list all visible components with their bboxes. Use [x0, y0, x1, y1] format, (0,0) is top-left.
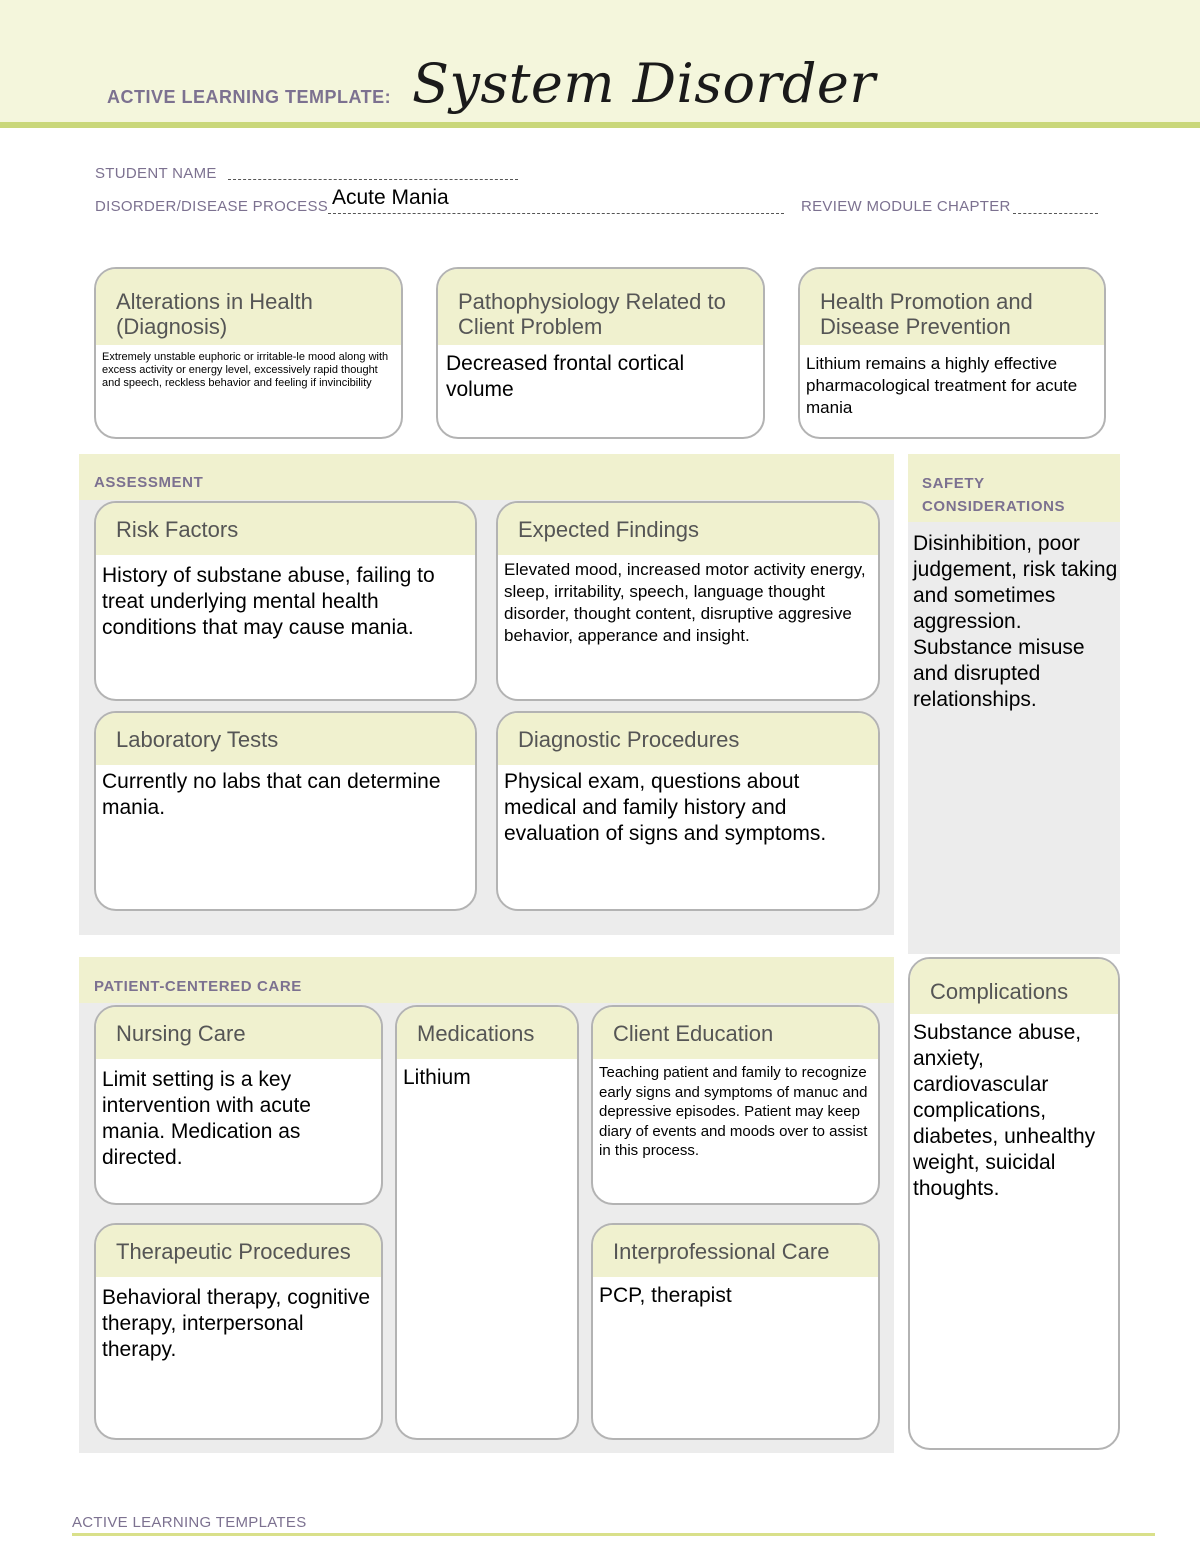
nursing-care-title: Nursing Care	[96, 1007, 381, 1059]
therapeutic-procedures-body[interactable]: Behavioral therapy, cognitive therapy, interpersonal therapy.	[102, 1286, 371, 1361]
alterations-box	[94, 267, 403, 439]
client-education-box	[591, 1005, 880, 1205]
risk-factors-title: Risk Factors	[96, 503, 475, 555]
footer-divider	[72, 1533, 1155, 1536]
review-module-field[interactable]	[1013, 198, 1098, 214]
diagnostic-procedures-box	[496, 711, 880, 911]
template-label: ACTIVE LEARNING TEMPLATE:	[107, 87, 392, 107]
footer-label: ACTIVE LEARNING TEMPLATES	[72, 1514, 307, 1531]
therapeutic-procedures-title: Therapeutic Procedures	[96, 1225, 381, 1277]
expected-findings-box	[496, 501, 880, 701]
complications-title: Complications	[910, 959, 1118, 1014]
interprofessional-care-body[interactable]: PCP, therapist	[599, 1284, 732, 1307]
pathophysiology-box	[436, 267, 765, 439]
medications-box	[395, 1005, 579, 1440]
medications-body[interactable]: Lithium	[403, 1066, 471, 1089]
disorder-field[interactable]	[328, 186, 784, 214]
health-promotion-title: Health Promotion and Disease Prevention	[800, 269, 1104, 345]
diagnostic-procedures-body[interactable]: Physical exam, questions about medical and family history and evaluation of signs and symptoms.	[504, 770, 827, 845]
student-name-label: STUDENT NAME	[95, 165, 217, 182]
health-promotion-body[interactable]: Lithium remains a highly effective pharmacological treatment for acute mania	[806, 354, 1078, 417]
client-education-body[interactable]: Teaching patient and family to recognize early signs and symptoms of manuc and depressive episodes. Patient may keep diary of events and moods over to assist in this process.	[599, 1064, 868, 1159]
alterations-title: Alterations in Health (Diagnosis)	[96, 269, 401, 345]
expected-findings-body[interactable]: Elevated mood, increased motor activity energy, sleep, irritability, speech, language thought disorder, thought content, disruptive aggresive behavior, apperance and insight.	[504, 560, 866, 645]
laboratory-tests-title: Laboratory Tests	[96, 713, 475, 765]
header-divider	[0, 122, 1200, 128]
risk-factors-box	[94, 501, 477, 701]
therapeutic-procedures-box	[94, 1223, 383, 1440]
alterations-body[interactable]: Extremely unstable euphoric or irritable-le mood along with excess activity or energy level, excessively rapid thought and speech, reckless behavior and feeling if invincibility	[102, 351, 389, 389]
safety-title: SAFETY CONSIDERATIONS	[922, 475, 1066, 515]
pathophysiology-title: Pathophysiology Related to Client Problem	[438, 269, 763, 345]
client-education-title: Client Education	[593, 1007, 878, 1059]
assessment-title: ASSESSMENT	[94, 474, 204, 491]
complications-body[interactable]: Substance abuse, anxiety, cardiovascular complications, diabetes, unhealthy weight, suicidal thoughts.	[913, 1021, 1096, 1200]
laboratory-tests-body[interactable]: Currently no labs that can determine mania.	[102, 770, 441, 819]
disorder-label: DISORDER/DISEASE PROCESS	[95, 198, 329, 215]
health-promotion-box	[798, 267, 1106, 439]
nursing-care-body[interactable]: Limit setting is a key intervention with acute mania. Medication as directed.	[102, 1068, 311, 1169]
patient-centered-care-title: PATIENT-CENTERED CARE	[94, 978, 302, 995]
student-name-field[interactable]	[228, 164, 518, 180]
nursing-care-box	[94, 1005, 383, 1205]
interprofessional-care-title: Interprofessional Care	[593, 1225, 878, 1277]
review-module-label: REVIEW MODULE CHAPTER	[801, 198, 1011, 215]
expected-findings-title: Expected Findings	[498, 503, 878, 555]
safety-body[interactable]: Disinhibition, poor judgement, risk taking and sometimes aggression. Substance misuse and disrupted relationships.	[913, 532, 1118, 711]
risk-factors-body[interactable]: History of substane abuse, failing to treat underlying mental health conditions that may cause mania.	[102, 564, 435, 639]
disorder-value: Acute Mania	[332, 186, 449, 209]
medications-title: Medications	[397, 1007, 577, 1059]
page-title: System Disorder	[412, 52, 876, 115]
complications-box	[908, 957, 1120, 1450]
laboratory-tests-box	[94, 711, 477, 911]
interprofessional-care-box	[591, 1223, 880, 1440]
diagnostic-procedures-title: Diagnostic Procedures	[498, 713, 878, 765]
pathophysiology-body[interactable]: Decreased frontal cortical volume	[446, 352, 685, 401]
